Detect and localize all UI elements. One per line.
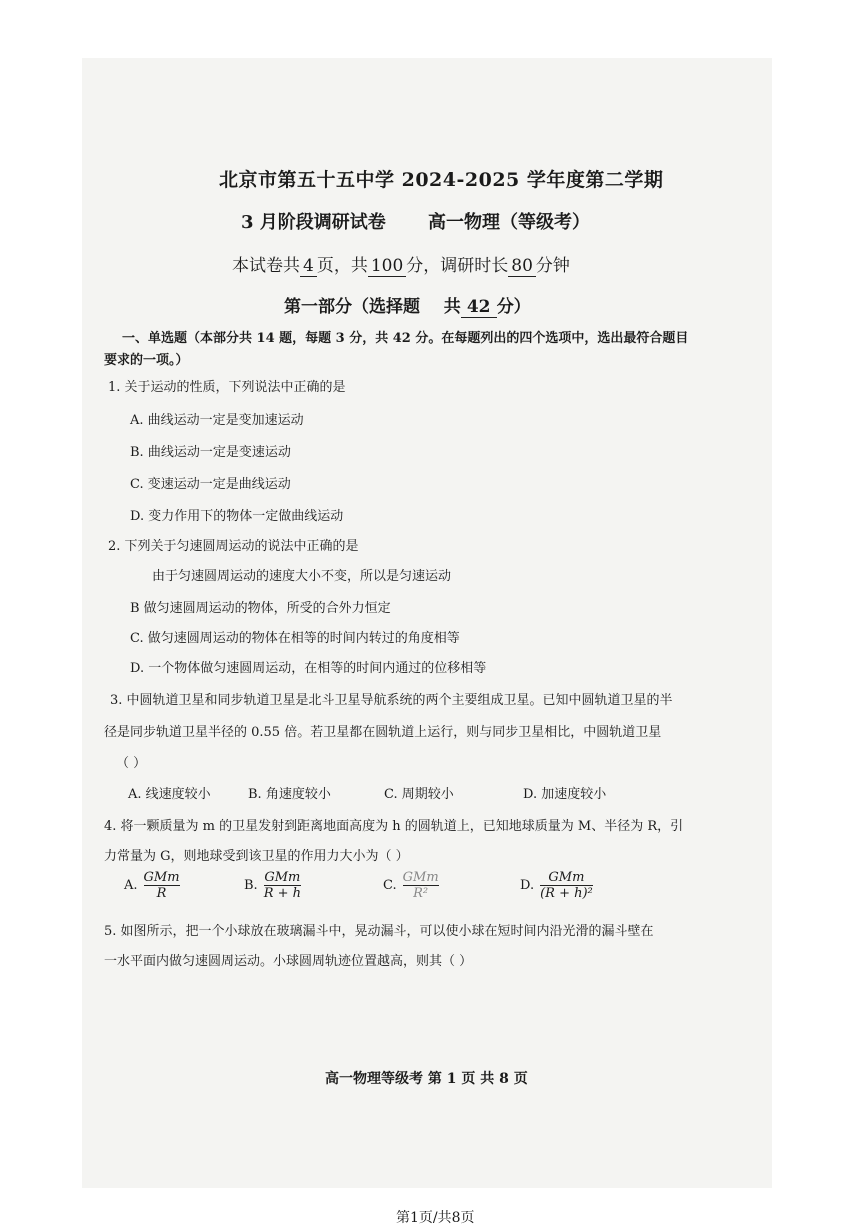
question-3-option-a: A. 线速度较小 bbox=[128, 787, 211, 802]
question-4-option-a bbox=[124, 870, 180, 901]
part1-heading-total: 共 bbox=[443, 297, 461, 317]
part1-heading bbox=[284, 292, 531, 318]
fraction-b-numerator: GMm bbox=[264, 870, 301, 885]
question-2-option-b: B 做匀速圆周运动的物体，所受的合外力恒定 bbox=[130, 601, 391, 616]
question-1-option-c: C. 变速运动一定是曲线运动 bbox=[130, 477, 291, 492]
question-1-option-d: D. 变力作用下的物体一定做曲线运动 bbox=[130, 509, 344, 524]
page-footer: 高一物理等级考 第 1 页 共 8 页 bbox=[325, 1071, 528, 1087]
fraction-b-denominator: R + h bbox=[263, 886, 302, 901]
fraction-a bbox=[144, 870, 180, 901]
question-3-stem-line3: （ ） bbox=[116, 756, 147, 771]
question-1-option-a: A. 曲线运动一定是变加速运动 bbox=[130, 413, 304, 428]
question-4-stem-line2: 力常量为 G，则地球受到该卫星的作用力大小为（ ） bbox=[104, 849, 409, 864]
question-2-option-a: 由于匀速圆周运动的速度大小不变，所以是匀速运动 bbox=[152, 569, 452, 584]
question-3-stem-line1: 3. 中圆轨道卫星和同步轨道卫星是北斗卫星导航系统的两个主要组成卫星。已知中圆轨道卫星的半 bbox=[110, 693, 673, 708]
part1-heading-prefix: 第一部分（选择题 bbox=[284, 297, 420, 317]
instructions-line1: 一、单选题（本部分共 14 题，每题 3 分，共 42 分。在每题列出的四个选项中，选出最符合题目 bbox=[122, 331, 689, 346]
part1-heading-suffix: 分） bbox=[496, 297, 531, 317]
question-2-option-c: C. 做匀速圆周运动的物体在相等的时间内转过的角度相等 bbox=[130, 631, 460, 646]
question-4-option-c bbox=[383, 870, 439, 901]
question-3-option-d: D. 加速度较小 bbox=[523, 787, 607, 802]
fraction-d-denominator: (R + h)² bbox=[540, 886, 593, 901]
info-suffix: 分钟 bbox=[535, 256, 570, 276]
info-mid2: 分，调研时长 bbox=[406, 256, 509, 276]
fraction-d-numerator: GMm bbox=[548, 870, 585, 885]
option-a-label: A. bbox=[124, 878, 138, 893]
fraction-c bbox=[403, 870, 439, 901]
page-indicator: 第1页/共8页 bbox=[396, 1210, 475, 1226]
option-c-label: C. bbox=[383, 878, 397, 893]
fraction-c-denominator: R² bbox=[413, 886, 429, 901]
info-prefix: 本试卷共 bbox=[232, 256, 300, 276]
question-4-option-d bbox=[520, 870, 593, 901]
exam-info bbox=[232, 251, 570, 277]
question-1-option-b: B. 曲线运动一定是变速运动 bbox=[130, 445, 291, 460]
question-3-stem-line2: 径是同步轨道卫星半径的 0.55 倍。若卫星都在圆轨道上运行，则与同步卫星相比，中圆轨道卫星 bbox=[104, 725, 662, 740]
fraction-a-denominator: R bbox=[156, 886, 167, 901]
exam-subtitle: 3 月阶段调研试卷 bbox=[241, 212, 386, 233]
total-score: 100 bbox=[368, 256, 406, 277]
page-count: 4 bbox=[300, 256, 317, 277]
question-1-stem: 1. 关于运动的性质，下列说法中正确的是 bbox=[108, 380, 346, 395]
fraction-b bbox=[264, 870, 301, 901]
fraction-d bbox=[540, 870, 593, 901]
question-3-option-b: B. 角速度较小 bbox=[248, 787, 331, 802]
question-5-stem-line1: 5. 如图所示，把一个小球放在玻璃漏斗中，晃动漏斗，可以使小球在短时间内沿光滑的漏斗壁在 bbox=[104, 924, 654, 939]
fraction-c-numerator: GMm bbox=[402, 870, 439, 885]
question-2-option-d: D. 一个物体做匀速圆周运动，在相等的时间内通过的位移相等 bbox=[130, 661, 487, 676]
info-mid1: 页，共 bbox=[316, 256, 368, 276]
part1-score: 42 bbox=[461, 297, 497, 318]
question-3-option-c: C. 周期较小 bbox=[384, 787, 454, 802]
question-5-stem-line2: 一水平面内做匀速圆周运动。小球圆周轨迹位置越高，则其（ ） bbox=[104, 954, 473, 969]
exam-subject: 高一物理（等级考） bbox=[428, 212, 590, 233]
question-4-stem-line1: 4. 将一颗质量为 m 的卫星发射到距离地面高度为 h 的圆轨道上，已知地球质量为 M、半径为 R，引 bbox=[104, 819, 684, 834]
question-4-option-b bbox=[244, 870, 301, 901]
duration: 80 bbox=[508, 256, 536, 277]
option-d-label: D. bbox=[520, 878, 535, 893]
option-b-label: B. bbox=[244, 878, 258, 893]
fraction-a-numerator: GMm bbox=[143, 870, 180, 885]
question-2-stem: 2. 下列关于匀速圆周运动的说法中正确的是 bbox=[108, 539, 359, 554]
instructions-line2: 要求的一项。） bbox=[104, 353, 189, 368]
exam-title: 北京市第五十五中学 2024-2025 学年度第二学期 bbox=[219, 169, 664, 191]
scanned-page bbox=[82, 58, 772, 1188]
